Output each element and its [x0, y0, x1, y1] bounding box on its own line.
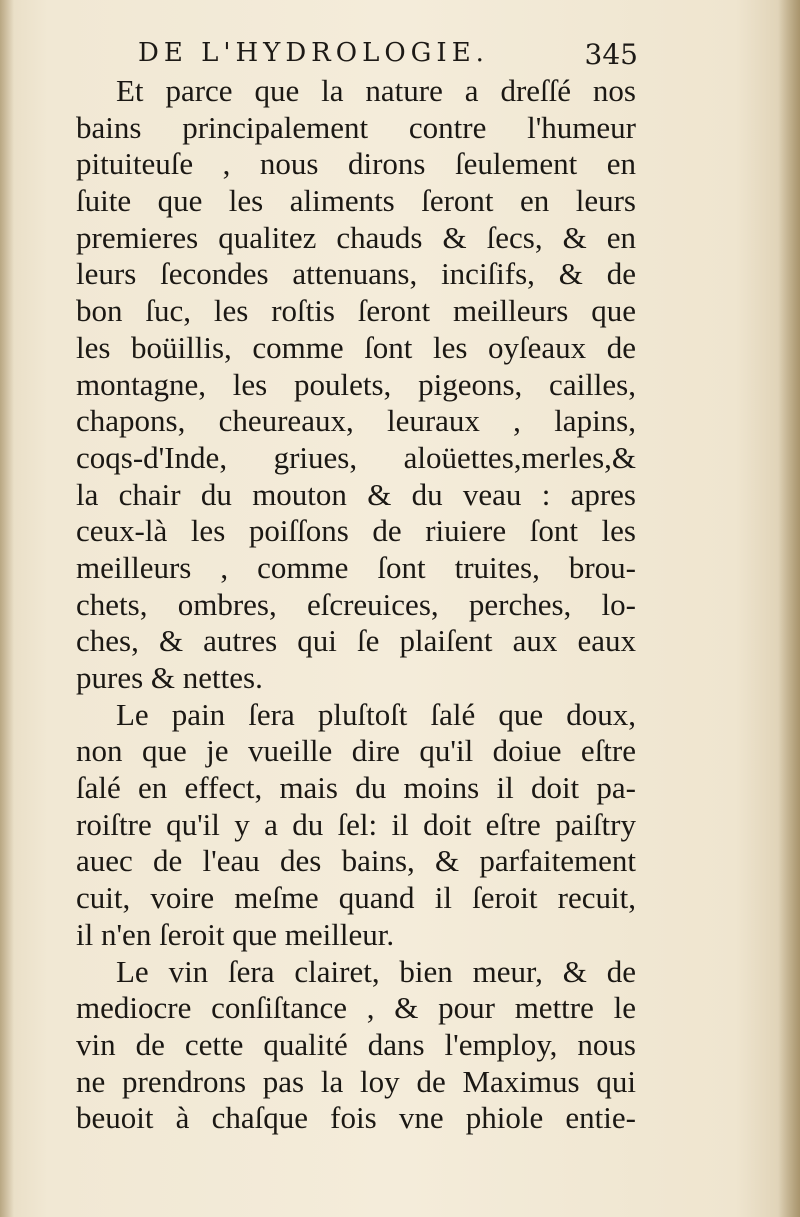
text-line: ne prendrons pas la loy de Maximus qui — [76, 1063, 636, 1099]
text-line: chapons, cheureaux, leuraux , lapins, — [76, 403, 636, 439]
text-line: pituiteuſe , nous dirons ſeulement en — [76, 146, 636, 182]
text-line: mediocre conſiſtance , & pour mettre le — [76, 990, 636, 1026]
page-number: 345 — [584, 38, 638, 71]
text-line: bon ſuc, les roſtis ſeront meilleurs que — [76, 293, 636, 329]
text-line: Le vin ſera clairet, bien meur, & de — [116, 953, 636, 989]
text-line: montagne, les poulets, pigeons, cailles, — [76, 366, 636, 402]
text-line: ſuite que les aliments ſeront en leurs — [76, 183, 636, 219]
running-title: DE L'HYDROLOGIE. — [138, 38, 489, 68]
text-line: ſalé en effect, mais du moins il doit pa- — [76, 770, 636, 806]
paragraph — [76, 697, 636, 954]
paragraph — [76, 954, 636, 1137]
paragraph — [76, 73, 636, 697]
text-line: ceux-là les poiſſons de riuiere ſont les — [76, 513, 636, 549]
page-header — [138, 38, 638, 74]
text-line: non que je vueille dire qu'il doiue eſtre — [76, 733, 636, 769]
text-line: chets, ombres, eſcreuices, perches, lo- — [76, 586, 636, 622]
text-line: beuoit à chaſque fois vne phiole entie- — [76, 1100, 636, 1136]
text-line: Le pain ſera pluſtoſt ſalé que doux, — [116, 696, 636, 732]
text-line: pures & nettes. — [76, 660, 263, 695]
text-line: Et parce que la nature a dreſſé nos — [116, 73, 636, 108]
text-line: premieres qualitez chauds & ſecs, & en — [76, 219, 636, 255]
text-line: meilleurs , comme ſont truites, brou- — [76, 549, 636, 585]
text-line: vin de cette qualité dans l'employ, nous — [76, 1026, 636, 1062]
text-line: coqs-d'Inde, griues, aloüettes,merles,& — [76, 439, 636, 475]
text-line: la chair du mouton & du veau : apres — [76, 476, 636, 512]
text-line: il n'en ſeroit que meilleur. — [76, 916, 395, 952]
text-line: auec de l'eau des bains, & parfaitement — [76, 843, 636, 879]
text-line: bains principalement contre l'humeur — [76, 109, 636, 145]
text-line: ches, & autres qui ſe plaiſent aux eaux — [76, 623, 636, 659]
text-line: les boüillis, comme ſont les oyſeaux de — [76, 329, 636, 365]
body-text — [76, 73, 636, 1137]
text-line: cuit, voire meſme quand il ſeroit recuit, — [76, 880, 636, 916]
text-line: roiſtre qu'il y a du ſel: il doit eſtre paiſtry — [76, 806, 636, 842]
text-line: leurs ſecondes attenuans, inciſifs, & de — [76, 256, 636, 292]
